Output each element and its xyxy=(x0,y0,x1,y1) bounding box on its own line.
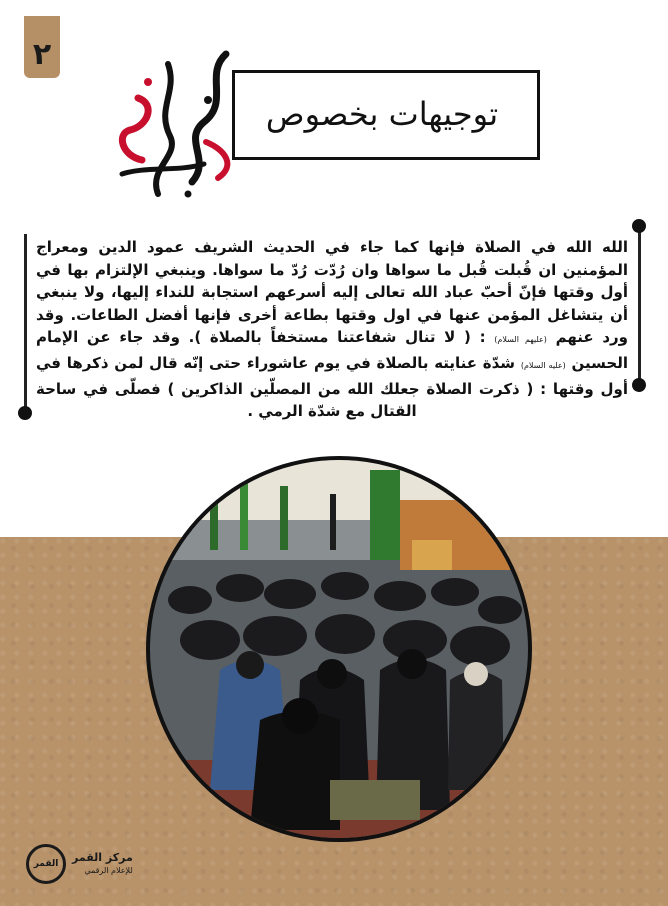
green-flag xyxy=(210,490,218,550)
right-rule-dot-bottom xyxy=(632,378,646,392)
left-rule-line xyxy=(24,234,27,410)
logo-text: زيارة الأربعين xyxy=(140,129,214,144)
prayer-scene-illustration xyxy=(150,460,528,838)
article-text-part1: الله الله في الصلاة فإنها كما جاء في الحديث الشريف عمود الدين ومعراج المؤمنين ان قُبلت قُبل ما سواها وان رُدّت رُدّ ما سواها. وينبغي الإلتزام بها في أول وقتها فإنّ أحبّ عباد الله تعالى إليه أسرعهم استجابة للنداء إليها، ولا ينبغي أن يتشاغل المؤمن عنها في اول وقتها بطاعة أخرى فإنها أفضل الطاعات. وقد ورد عنهم xyxy=(36,238,629,347)
footer-brand-subtitle: للإعلام الرقمي xyxy=(84,866,133,875)
honorific-note-1: (عليهم السلام) xyxy=(494,335,547,345)
moon-center-emblem xyxy=(26,844,66,884)
footer-brand-text xyxy=(72,851,133,877)
page-number-badge xyxy=(24,16,60,78)
article-text-quote: : ( لا تنال شفاعتنا مستخفاً بالصلاة ). وقد جاء عن الإمام الحسين xyxy=(36,328,629,372)
prayer-mat xyxy=(330,780,420,820)
page-number: ٢ xyxy=(32,37,52,72)
article-text-part3: شدّة عنايته بالصلاة في يوم عاشوراء حتى إنّه قال لمن ذكرها في أول وقتها : ( ذكرت الصلاة جعلك الله من المصلّين الذاكرين ) فصلّى في ساحة القتال مع شدّة الرمي . xyxy=(36,353,628,421)
footer-brand xyxy=(26,842,146,886)
page-title: توجيهات بخصوص xyxy=(265,95,499,133)
left-rule-dot xyxy=(18,406,32,420)
green-flag xyxy=(280,486,288,550)
right-rule-dot-top xyxy=(632,219,646,233)
right-rule-line xyxy=(638,226,641,384)
black-flag xyxy=(330,494,336,550)
green-flag xyxy=(240,480,248,550)
ziyarat-arbaeen-calligraphy-logo xyxy=(108,44,246,204)
photo-frame xyxy=(146,456,532,842)
footer-brand-name: مركز القمر xyxy=(72,851,133,864)
honorific-note-2: (عليه السلام) xyxy=(520,360,566,370)
article-body xyxy=(36,236,628,423)
emblem-text: القمر xyxy=(33,859,59,869)
pilgrims-prayer-photo xyxy=(150,460,528,838)
green-banner xyxy=(370,470,400,560)
